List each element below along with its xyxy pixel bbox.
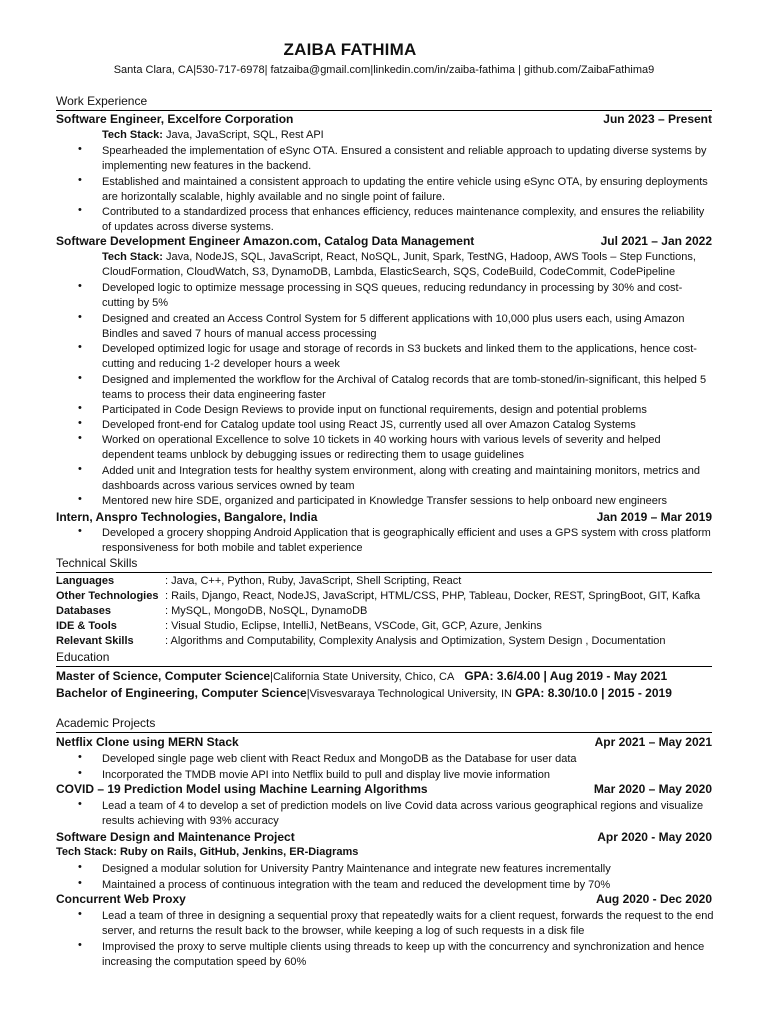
resume-name: ZAIBA FATHIMA (283, 40, 417, 59)
tech-stack (102, 250, 714, 280)
bullet-icon: • (78, 432, 82, 444)
email-link[interactable]: fatzaiba@gmail.com (270, 64, 371, 76)
bullet-icon: • (78, 861, 82, 873)
skill-label: IDE & Tools (56, 620, 117, 632)
list-item: Participated in Code Design Reviews to provide input on functional requirements, design and potential problems (102, 404, 647, 416)
section-divider (56, 572, 712, 573)
bullet-icon: • (78, 908, 82, 920)
tech-stack-value: Java, JavaScript, SQL, Rest API (166, 129, 324, 141)
list-item: Established and maintained a consistent approach to updating the entire vehicle using eSync OTA, by ensuring deployments are horizontally scalable, highly available and no single point of failure. (102, 176, 708, 203)
tech-stack-value: Java, NodeJS, SQL, JavaScript, React, NoSQL, Junit, Spark, TestNG, Hadoop, AWS Tools – Step Functions, CloudFormation, CloudWatch, S3, DynamoDB, Lambda, ElasticSearch, SQS, CodeBuild, CodeCommit, CodePipeline (102, 251, 696, 278)
list-item: Improvised the proxy to serve multiple clients using threads to keep up with the concurrency and synchronization and hence increasing the computation speed by 60% (102, 941, 705, 968)
degree: Master of Science, Computer Science (56, 669, 271, 683)
bullet-icon: • (78, 311, 82, 323)
project-dates: Apr 2020 - May 2020 (597, 830, 712, 844)
list-item: Incorporated the TMDB movie API into Netflix build to pull and display live movie information (102, 769, 550, 781)
linkedin-link[interactable]: linkedin.com/in/zaiba-fathima (373, 64, 516, 76)
project-dates: Apr 2021 – May 2021 (594, 735, 712, 749)
bullet-icon: • (78, 767, 82, 779)
list-item: Mentored new hire SDE, organized and participated in Knowledge Transfer sessions to help onboard new engineers (102, 495, 668, 507)
bullet-icon: • (78, 143, 82, 155)
list-item: Developed logic to optimize message processing in SQS queues, reducing redundancy in processing by 30% and cost-cutting by 5% (102, 282, 683, 309)
project-dates: Aug 2020 - Dec 2020 (595, 892, 712, 906)
bullet-icon: • (78, 174, 82, 186)
bullet-icon: • (78, 751, 82, 763)
project-title: Software Design and Maintenance Project (56, 830, 295, 844)
tech-stack-label: Tech Stack: (102, 129, 163, 141)
tech-stack-label: Tech Stack: (102, 251, 163, 263)
project-dates: Mar 2020 – May 2020 (593, 782, 712, 796)
list-item: Developed front-end for Catalog update tool using React JS, currently used all over Amazon Catalog Systems (102, 419, 636, 431)
list-item: Worked on operational Excellence to solve 10 tickets in 40 working hours with various levels of severity and helped dependent teams unblock by debugging issues or redirecting them to usage guidelines (102, 434, 661, 461)
list-item: Developed optimized logic for usage and storage of records in S3 buckets and linked them to the applications, hence cost-cutting and reducing 1-2 developer hours a week (102, 343, 697, 370)
tech-stack: Tech Stack: Ruby on Rails, GitHub, Jenkins, ER-Diagrams (56, 846, 359, 858)
contact-line: Santa Clara, CA|530-717-6978| fatzaiba@gmail.com|linkedin.com/in/zaiba-fathima | github.com/ZaibaFathima9 (113, 64, 655, 76)
list-item: Designed and created an Access Control System for 5 different applications with 10,000 plus users each, using Amazon Bindles and saved 7 hours of manual access processing (102, 313, 685, 340)
list-item: Maintained a process of continuous integration with the team and reduced the development time by 70% (102, 879, 611, 891)
list-item: Designed a modular solution for University Pantry Maintenance and integrate new features incrementally (102, 863, 611, 875)
education-entry: Bachelor of Engineering, Computer Science|Visvesvaraya Technological University, IN GPA: 8.30/10.0 | 2015 - 2019 (56, 686, 672, 700)
bullet-icon: • (78, 204, 82, 216)
section-title-skills: Technical Skills (56, 556, 138, 570)
phone: 530-717-6978 (196, 64, 265, 76)
skill-label: Databases (56, 605, 112, 617)
bullet-icon: • (78, 525, 82, 537)
bullet-icon: • (78, 877, 82, 889)
degree: Bachelor of Engineering, Computer Science (56, 686, 307, 700)
bullet-icon: • (78, 341, 82, 353)
bullet-icon: • (78, 402, 82, 414)
section-title-projects: Academic Projects (56, 716, 156, 730)
github-link[interactable]: github.com/ZaibaFathima9 (524, 64, 655, 76)
list-item: Developed single page web client with React Redux and MongoDB as the Database for user data (102, 753, 577, 765)
project-title: Concurrent Web Proxy (56, 892, 186, 906)
section-title-education: Education (56, 650, 110, 664)
list-item: Lead a team of three in designing a sequential proxy that repeatedly waits for a client request, forwards the request to the end server, and returns the result back to the browser, while keeping a log of such requests in a disk file (102, 910, 714, 937)
education-entry: Master of Science, Computer Science|California State University, Chico, CA GPA: 3.6/4.00 | Aug 2019 - May 2021 (56, 669, 668, 683)
skill-value: : Java, C++, Python, Ruby, JavaScript, Shell Scripting, React (165, 575, 462, 587)
skill-label: Relevant Skills (56, 635, 134, 647)
skill-value: : Algorithms and Computability, Complexity Analysis and Optimization, System Design , Documentation (165, 635, 666, 647)
bullet-icon: • (78, 939, 82, 951)
section-divider (56, 666, 712, 667)
location: Santa Clara, CA (113, 64, 194, 76)
tech-stack (102, 129, 324, 141)
list-item: Spearheaded the implementation of eSync OTA. Ensured a consistent and reliable approach to updating diverse systems by implementing new features in the backend. (102, 145, 707, 172)
gpa-dates: GPA: 3.6/4.00 | Aug 2019 - May 2021 (464, 669, 668, 683)
skill-value: : Rails, Django, React, NodeJS, JavaScript, HTML/CSS, PHP, Tableau, Docker, REST, SpringBoot, GIT, Kafka (165, 590, 701, 602)
skill-label: Languages (56, 575, 115, 587)
list-item: Designed and implemented the workflow for the Archival of Catalog records that are tomb-stoned/in-significant, this helped 5 teams to process their data engineering faster (102, 374, 707, 401)
job-title: Software Engineer, Excelfore Corporation (56, 112, 294, 126)
skill-label: Other Technologies (56, 590, 159, 602)
job-title: Software Development Engineer Amazon.com, Catalog Data Management (56, 234, 475, 248)
project-title: COVID – 19 Prediction Model using Machine Learning Algorithms (56, 782, 428, 796)
list-item: Contributed to a standardized process that enhances efficiency, reduces maintenance complexity, and ensures the reliability of updates across diverse systems. (102, 206, 705, 233)
bullet-icon: • (78, 463, 82, 475)
bullet-icon: • (78, 493, 82, 505)
skill-value: : MySQL, MongoDB, NoSQL, DynamoDB (165, 605, 368, 617)
job-dates: Jun 2023 – Present (603, 112, 712, 126)
job-dates: Jan 2019 – Mar 2019 (596, 510, 712, 524)
section-divider (56, 732, 712, 733)
bullet-icon: • (78, 280, 82, 292)
gpa-dates: GPA: 8.30/10.0 | 2015 - 2019 (515, 686, 672, 700)
skill-value: : Visual Studio, Eclipse, IntelliJ, NetBeans, VSCode, Git, GCP, Azure, Jenkins (165, 620, 542, 632)
bullet-icon: • (78, 417, 82, 429)
section-divider (56, 110, 712, 111)
section-title-work: Work Experience (56, 94, 148, 108)
list-item: Developed a grocery shopping Android Application that is geographically efficient and uses a GPS system with cross platform responsiveness for both mobile and tablet experience (102, 527, 711, 554)
bullet-icon: • (78, 798, 82, 810)
institution: California State University, Chico, CA (272, 671, 455, 683)
job-title: Intern, Anspro Technologies, Bangalore, India (56, 510, 318, 524)
institution: Visvesvaraya Technological University, IN (309, 688, 512, 700)
list-item: Lead a team of 4 to develop a set of prediction models on live Covid data across various geographical regions and visualize results achieving with 93% accuracy (102, 800, 704, 827)
list-item: Added unit and Integration tests for healthy system environment, along with creating and maintaining monitors, metrics and dashboards across various services owned by team (102, 465, 700, 492)
bullet-icon: • (78, 372, 82, 384)
project-title: Netflix Clone using MERN Stack (56, 735, 239, 749)
job-dates: Jul 2021 – Jan 2022 (600, 234, 712, 248)
